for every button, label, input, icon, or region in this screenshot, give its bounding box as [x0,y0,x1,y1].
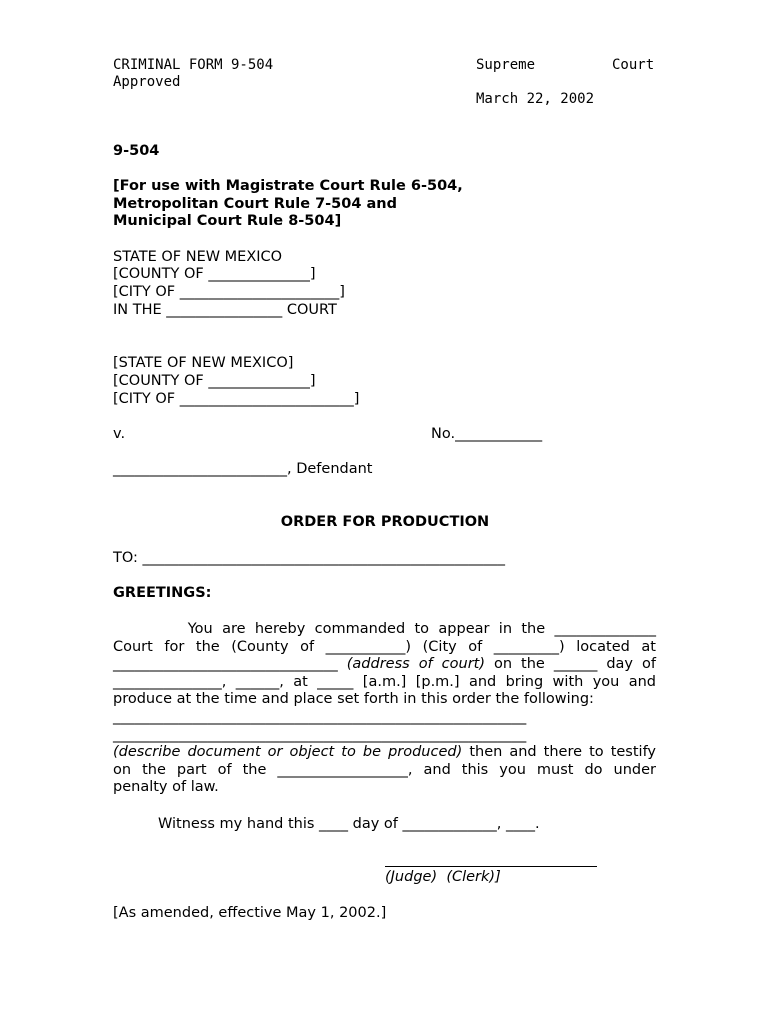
caption-county: [COUNTY OF ______________] [113,266,316,282]
command-paragraph [113,621,656,797]
testify-text: then and there to testify [462,744,656,761]
approved-label: Approved [113,74,181,90]
defendant-line: ________________________, Defendant [113,461,373,477]
use-note-line-1: [For use with Magistrate Court Rule 6-504, [113,178,463,194]
day-of-text: on the ______ day of [485,656,656,673]
signature-line [385,866,597,867]
caption2-county: [COUNTY OF ______________] [113,373,316,389]
use-note-line-2: Metropolitan Court Rule 7-504 and [113,196,397,212]
body-line-8 [113,744,656,762]
body-line-10: penalty of law. [113,779,219,796]
caption2-state: [STATE OF NEW MEXICO] [113,355,294,371]
court-label: Court [612,57,655,73]
caption-court: IN THE ________________ COURT [113,302,337,318]
supreme-label: Supreme [476,57,536,73]
describe-hint: (describe document or object to be produced) [113,744,463,761]
caption-state: STATE OF NEW MEXICO [113,249,283,265]
document-title: ORDER FOR PRODUCTION [280,514,490,530]
body-line-3 [113,656,656,674]
body-line-6: _________________________________________________________ [113,708,527,725]
body-line-1: You are hereby commanded to appear in the ______________ [113,621,656,637]
to-line: TO: __________________________________________________ [113,550,506,566]
use-note-line-3: Municipal Court Rule 8-504] [113,213,342,229]
case-number: No.____________ [431,426,543,442]
address-hint: (address of court) [346,656,485,673]
body-line-4: _______________, ______, at _____ [a.m.] [p.m.] and bring with you and [113,673,656,690]
amended-note: [As amended, effective May 1, 2002.] [113,905,387,921]
body-line-2: Court for the (County of ___________) (City of _________) located at [113,638,656,655]
caption2-city: [CITY OF ________________________] [113,391,360,407]
rule-number: 9-504 [113,143,160,159]
form-id: CRIMINAL FORM 9-504 [113,57,274,73]
witness-line: Witness my hand this ____ day of _____________, ____. [158,816,540,832]
caption-city: [CITY OF ______________________] [113,284,345,300]
address-blank: _______________________________ [113,656,347,673]
body-line-5: produce at the time and place set forth in this order the following: [113,691,594,708]
versus: v. [113,426,126,442]
approval-date: March 22, 2002 [476,91,595,107]
signature-caption: (Judge) (Clerk)] [385,869,501,885]
body-line-7: _________________________________________________________ [113,726,527,743]
body-line-9: on the part of the __________________, and this you must do under [113,761,656,778]
greetings: GREETINGS: [113,585,212,601]
